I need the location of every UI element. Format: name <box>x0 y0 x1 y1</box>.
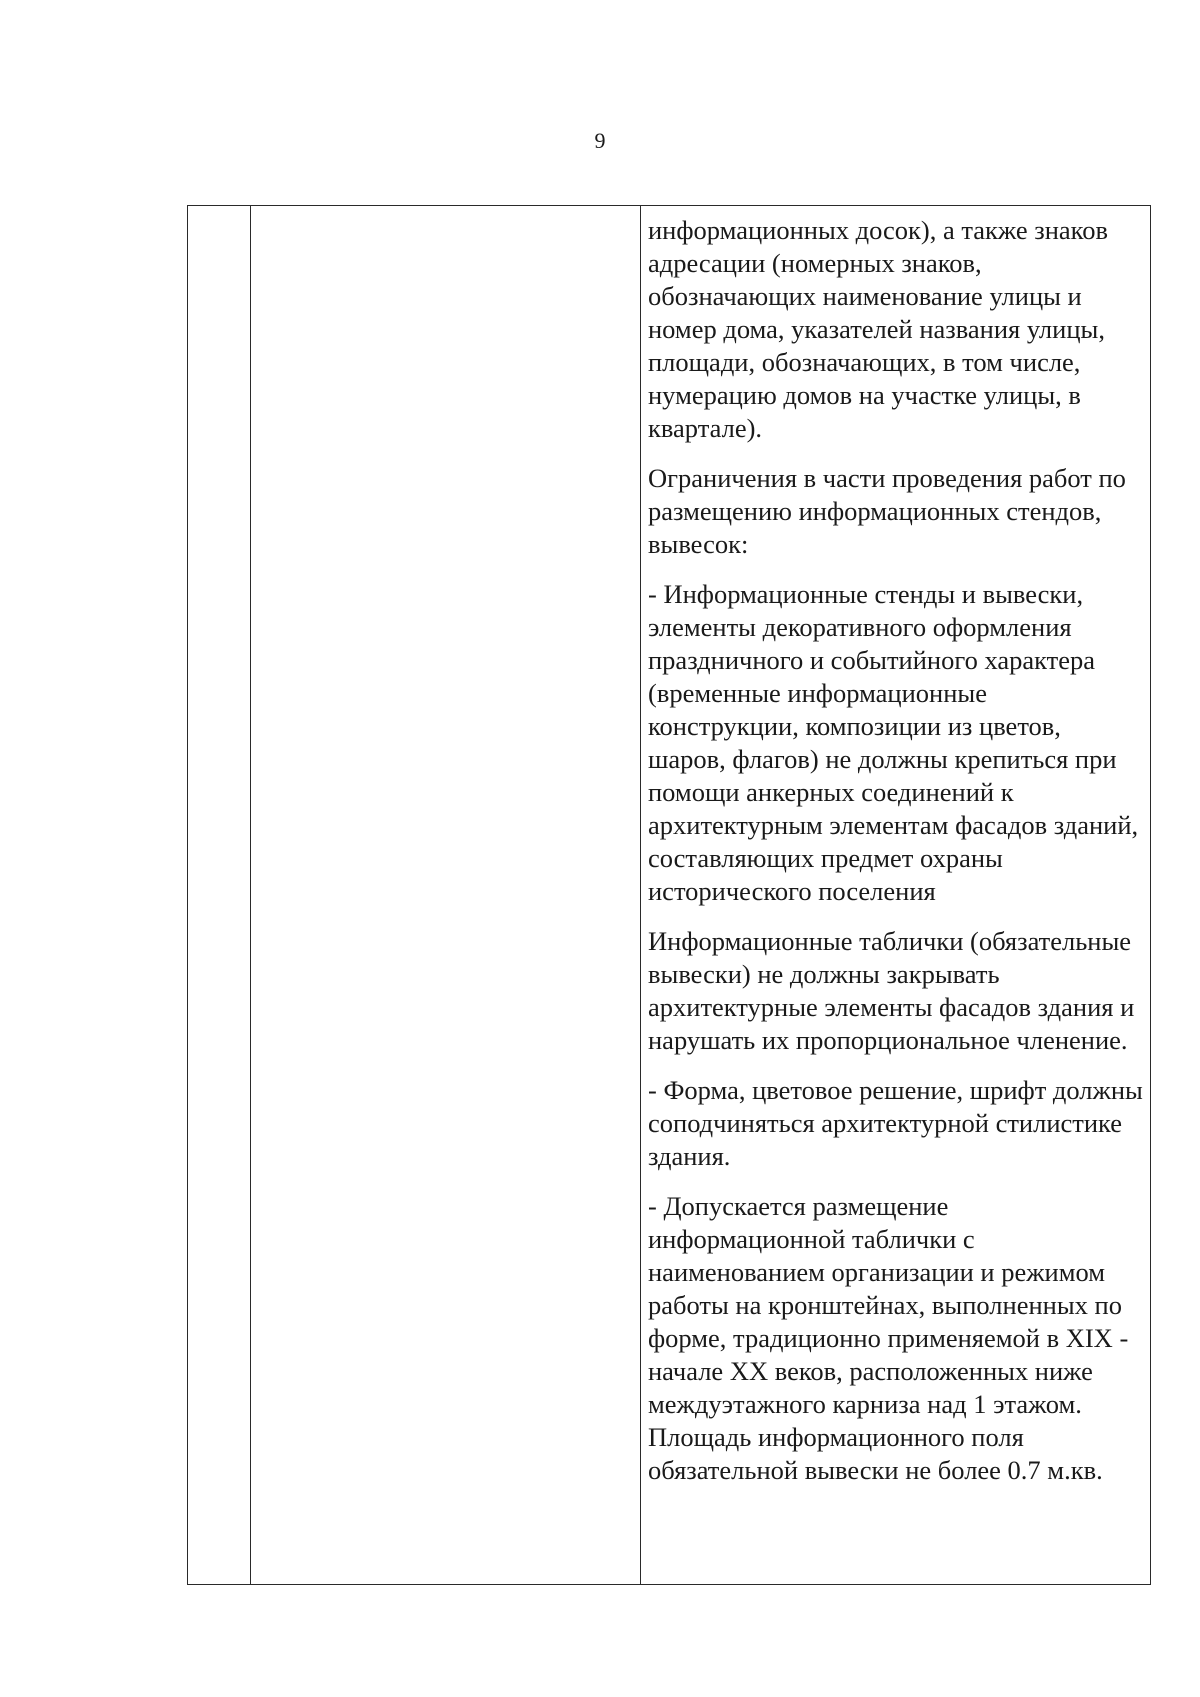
number-cell <box>188 206 251 1585</box>
paragraph-style-requirement: - Форма, цветовое решение, шрифт должны соподчиняться архитектурной стилистике здания. <box>648 1075 1143 1171</box>
requirements-text <box>641 206 1150 1487</box>
paragraph-signage-types: информационных досок), а также знаков адресации (номерных знаков, обозначающих наименование улицы и номер дома, указателей названия улицы, площади, обозначающих, в том числе, нумерацию домов на участке улицы, в квартале). <box>648 215 1108 443</box>
requirements-cell <box>641 206 1151 1585</box>
paragraph-restrictions-heading: Ограничения в части проведения работ по размещению информационных стендов, вывесок: <box>648 463 1126 559</box>
object-cell <box>251 206 641 1585</box>
paragraph-brackets-allowance: - Допускается размещение информационной таблички с наименованием организации и режимом работы на кронштейнах, выполненных по форме, традиционно применяемой в XIX - начале XX веков, расположенных ниже междуэтажного карниза над 1 этажом. Площадь информационного поля обязательной вывески не более 0.7 м.кв. <box>648 1191 1129 1485</box>
page-number: 9 <box>594 128 606 153</box>
requirements-table <box>187 205 1151 1585</box>
paragraph-anchor-restriction: - Информационные стенды и вывески, элементы декоративного оформления праздничного и событийного характера (временные информационные конструкции, композиции из цветов, шаров, флагов) не должны крепиться при помощи анкерных соединений к архитектурным элементам фасадов зданий, составляющих предмет охраны исторического поселения <box>648 579 1139 906</box>
paragraph-plates-restriction: Информационные таблички (обязательные вывески) не должны закрывать архитектурные элементы фасадов здания и нарушать их пропорциональное членение. <box>648 926 1135 1055</box>
table-row <box>188 206 1151 1585</box>
